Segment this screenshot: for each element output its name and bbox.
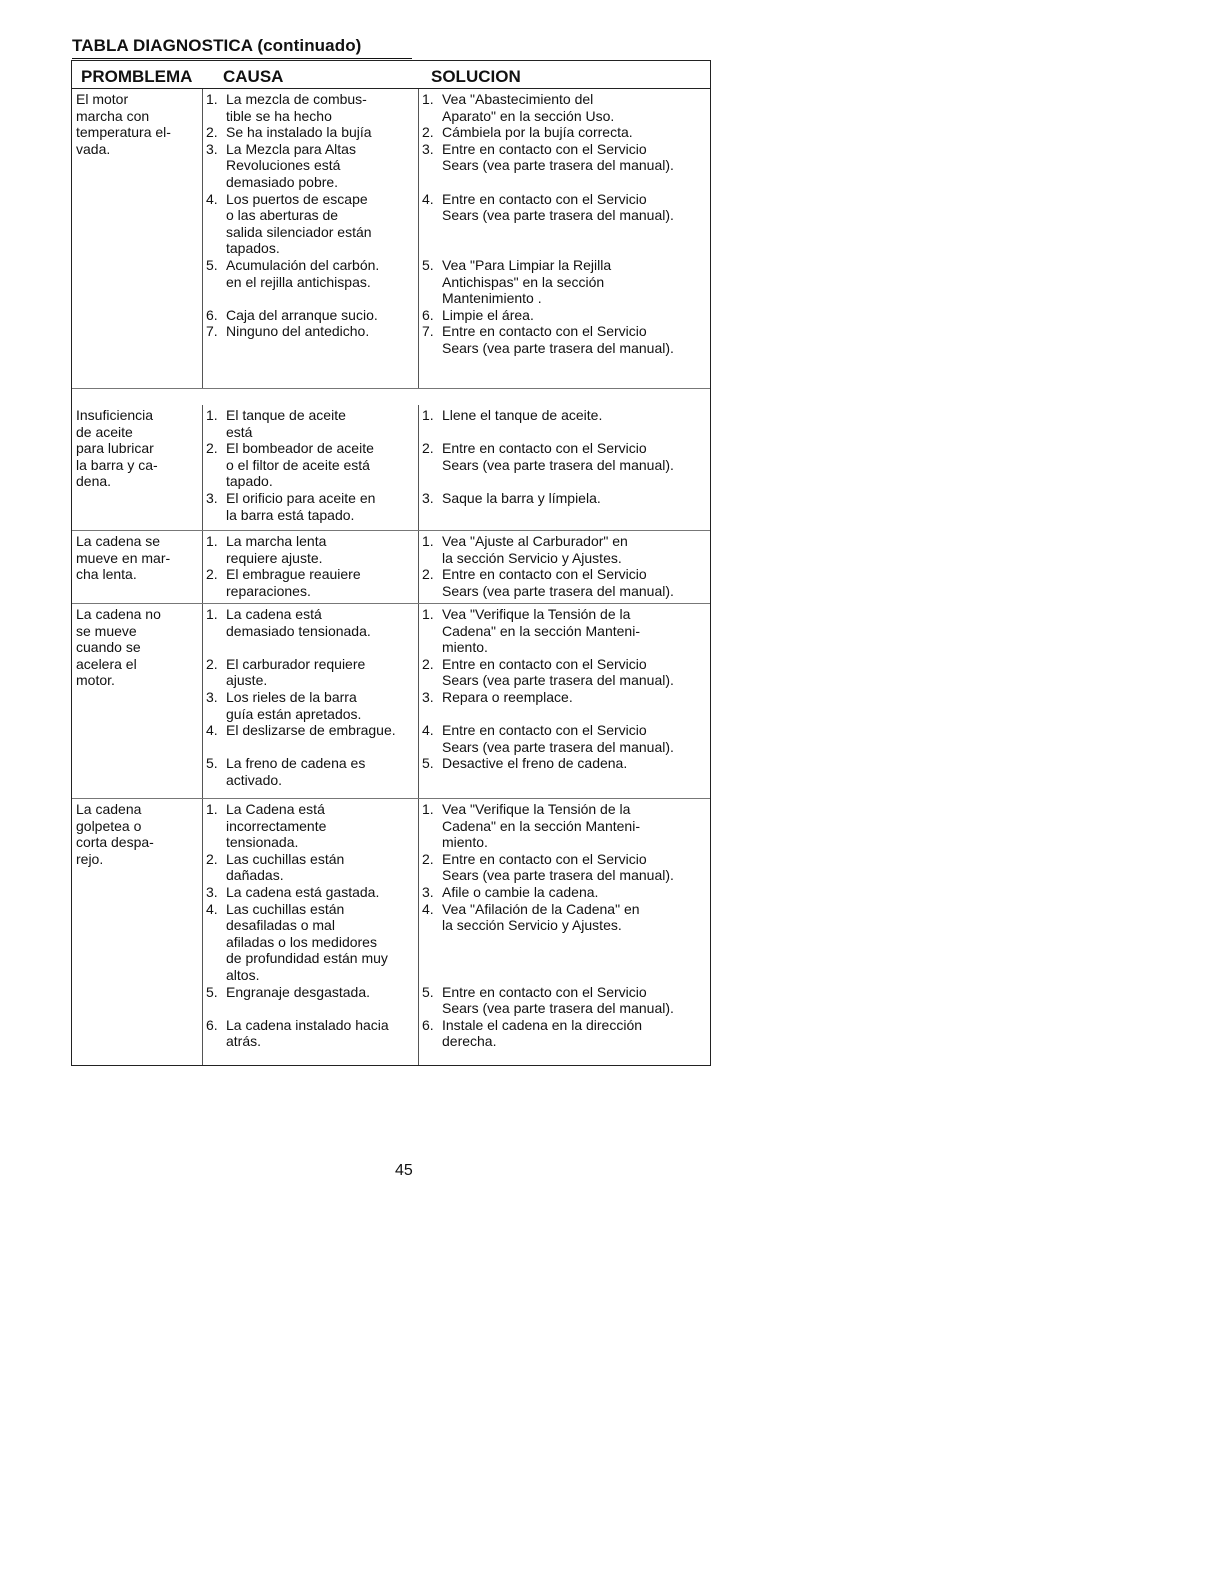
cell-line: rejo.	[76, 850, 104, 867]
item-number: 1.	[422, 533, 434, 549]
cell-line	[422, 984, 710, 1001]
cell-line: Insuficiencia	[76, 407, 154, 423]
cell-line	[422, 867, 710, 884]
item-text: Llene el tanque de aceite.	[442, 407, 603, 423]
cell-line	[422, 1033, 710, 1050]
cell-line	[422, 851, 710, 868]
item-number: 1.	[422, 606, 434, 622]
item-text: o el filtor de aceite está	[226, 456, 370, 473]
cell-line	[206, 934, 418, 951]
cell-line: La cadena se	[76, 533, 161, 549]
causa-cell	[203, 89, 419, 388]
cell-line: dena.	[76, 473, 112, 490]
item-text: Sears (vea parte trasera del manual).	[442, 1000, 674, 1017]
cell-line	[422, 706, 710, 723]
item-text: tensionada.	[226, 834, 299, 851]
solucion-cell	[419, 799, 710, 1065]
item-text: El orificio para aceite en	[226, 489, 376, 506]
item-text: Ninguno del antedicho.	[226, 323, 370, 340]
cell-line	[422, 141, 710, 158]
cell-line	[206, 224, 418, 241]
item-number: 2.	[422, 440, 434, 457]
title-underline	[72, 58, 412, 59]
item-number: 3.	[422, 140, 434, 157]
item-text: El bombeador de aceite	[226, 440, 374, 457]
cell-line: motor.	[76, 672, 115, 689]
item-text: Sears (vea parte trasera del manual).	[442, 456, 674, 473]
item-text: Vea "Verifique la Tensión de la	[442, 606, 631, 622]
cell-line	[422, 290, 710, 307]
item-text: Sears (vea parte trasera del manual).	[442, 672, 674, 689]
cell-line: vada.	[76, 140, 111, 157]
cell-line	[206, 739, 418, 756]
cell-line	[206, 967, 418, 984]
item-text: Afile o cambie la cadena.	[442, 883, 599, 900]
causa-cell	[203, 405, 419, 530]
item-number: 2.	[422, 850, 434, 867]
item-number: 5.	[206, 983, 218, 1000]
item-text: Limpie el área.	[442, 306, 534, 323]
item-text: Aparato" en la sección Uso.	[442, 107, 615, 124]
item-text: incorrectamente	[226, 817, 327, 834]
item-number: 5.	[422, 256, 434, 273]
cell-line	[206, 566, 418, 583]
item-number: 3.	[422, 883, 434, 900]
cell-line	[206, 1017, 418, 1034]
item-text: atrás.	[226, 1033, 262, 1050]
cell-line	[206, 274, 418, 291]
item-text: Entre en contacto con el Servicio	[442, 566, 647, 583]
cell-line	[206, 424, 418, 441]
solucion-cell	[419, 405, 710, 530]
diagnostic-table	[71, 60, 711, 1066]
cell-line	[422, 1000, 710, 1017]
cell-line	[206, 307, 418, 324]
cell-line	[206, 550, 418, 567]
cell-line	[206, 722, 418, 739]
item-number: 1.	[422, 91, 434, 107]
item-text: tapado.	[226, 473, 273, 490]
cell-line: temperatura el-	[76, 124, 171, 141]
item-number: 7.	[422, 323, 434, 340]
cell-line	[206, 240, 418, 257]
item-text: Entre en contacto con el Servicio	[442, 190, 647, 207]
item-number: 3.	[206, 688, 218, 705]
item-text: El embrague reauiere	[226, 566, 361, 583]
item-number: 2.	[422, 655, 434, 672]
cell-line	[206, 689, 418, 706]
cell-line	[422, 967, 710, 984]
item-number: 2.	[206, 440, 218, 457]
item-text: Las cuchillas están	[226, 900, 345, 917]
item-number: 2.	[206, 655, 218, 672]
item-text: ajuste.	[226, 672, 268, 689]
item-text: Instale el cadena en la dirección	[442, 1016, 643, 1033]
cell-line	[422, 566, 710, 583]
item-text: Revoluciones está	[226, 157, 341, 174]
header-problema: PROMBLEMA	[81, 67, 193, 86]
item-text: Vea "Ajuste al Carburador" en	[442, 533, 628, 549]
item-text: miento.	[442, 639, 488, 656]
item-text: Vea "Afilación de la Cadena" en	[442, 900, 640, 917]
table-body	[72, 89, 710, 1065]
table-row	[72, 799, 710, 1065]
item-text: Engranaje desgastada.	[226, 983, 370, 1000]
page-title: TABLA DIAGNOSTICA (continuado)	[72, 36, 362, 55]
cell-line	[206, 174, 418, 191]
item-number: 5.	[206, 256, 218, 273]
item-text: El deslizarse de embrague.	[226, 722, 396, 739]
item-text: Entre en contacto con el Servicio	[442, 140, 647, 157]
cell-line	[206, 623, 418, 640]
cell-line	[206, 191, 418, 208]
page-number: 45	[395, 1162, 413, 1179]
item-text: salida silenciador están	[226, 223, 372, 240]
cell-line	[422, 689, 710, 706]
cell-line	[206, 473, 418, 490]
problema-cell	[72, 405, 203, 530]
cell-line	[422, 755, 710, 772]
item-number: 1.	[422, 801, 434, 817]
item-text: afiladas o los medidores	[226, 933, 377, 950]
cell-line	[206, 1000, 418, 1017]
item-text: reparaciones.	[226, 582, 311, 599]
item-text: La Mezcla para Altas	[226, 140, 356, 157]
cell-line	[422, 901, 710, 918]
cell-line	[206, 141, 418, 158]
item-number: 1.	[206, 606, 218, 622]
item-text: El tanque de aceite	[226, 407, 346, 423]
item-text: La cadena está gastada.	[226, 883, 380, 900]
problema-cell	[72, 799, 203, 1065]
cell-line	[206, 818, 418, 835]
solucion-cell	[419, 604, 710, 798]
item-number: 3.	[422, 489, 434, 506]
cell-line	[422, 934, 710, 951]
item-number: 4.	[206, 900, 218, 917]
table-row	[72, 531, 710, 604]
item-text: Cadena" en la sección Manteni-	[442, 817, 640, 834]
cell-line	[206, 656, 418, 673]
item-text: Vea "Abastecimiento del	[442, 91, 594, 107]
solucion-cell	[419, 89, 710, 388]
cell-line	[422, 240, 710, 257]
item-text: Los rieles de la barra	[226, 688, 357, 705]
item-text: la sección Servicio y Ajustes.	[442, 917, 622, 934]
cell-line	[206, 606, 418, 623]
problema-cell	[72, 89, 203, 388]
item-number: 2.	[206, 850, 218, 867]
item-text: Vea "Verifique la Tensión de la	[442, 801, 631, 817]
cell-line	[422, 801, 710, 818]
cell-line	[206, 1033, 418, 1050]
item-text: Sears (vea parte trasera del manual).	[442, 582, 674, 599]
cell-line	[422, 950, 710, 967]
cell-line: corta despa-	[76, 834, 154, 851]
item-text: demasiado tensionada.	[226, 622, 371, 639]
item-number: 4.	[206, 190, 218, 207]
item-text: en el rejilla antichispas.	[226, 273, 371, 290]
cell-line	[206, 91, 418, 108]
item-text: altos.	[226, 966, 260, 983]
cell-line	[422, 424, 710, 441]
item-text: Sears (vea parte trasera del manual).	[442, 867, 674, 884]
cell-line	[206, 507, 418, 524]
item-number: 5.	[422, 983, 434, 1000]
cell-line: cuando se	[76, 639, 141, 656]
cell-line	[206, 490, 418, 507]
cell-line	[206, 440, 418, 457]
item-number: 1.	[206, 801, 218, 817]
cell-line	[206, 984, 418, 1001]
table-row	[72, 89, 710, 389]
item-number: 4.	[422, 722, 434, 739]
header-solucion: SOLUCION	[431, 67, 521, 86]
cell-line	[206, 207, 418, 224]
item-text: La cadena instalado hacia	[226, 1016, 389, 1033]
causa-cell	[203, 531, 419, 603]
cell-line	[422, 157, 710, 174]
item-number: 4.	[422, 190, 434, 207]
item-text: La marcha lenta	[226, 533, 327, 549]
cell-line	[206, 323, 418, 340]
item-number: 1.	[206, 533, 218, 549]
cell-line: mueve en mar-	[76, 549, 171, 566]
cell-line: golpetea o	[76, 817, 142, 834]
item-text: Antichispas" en la sección	[442, 273, 605, 290]
cell-line	[422, 917, 710, 934]
item-text: Saque la barra y límpiela.	[442, 489, 601, 506]
item-text: la sección Servicio y Ajustes.	[442, 549, 622, 566]
cell-line	[422, 672, 710, 689]
cell-line	[422, 340, 710, 357]
item-number: 6.	[206, 1016, 218, 1033]
cell-line	[206, 834, 418, 851]
item-number: 2.	[206, 124, 218, 141]
item-text: activado.	[226, 771, 283, 788]
item-text: Las cuchillas están	[226, 850, 345, 867]
cell-line	[206, 901, 418, 918]
cell-line: acelera el	[76, 655, 137, 672]
cell-line	[422, 550, 710, 567]
item-number: 1.	[206, 407, 218, 423]
cell-line	[422, 473, 710, 490]
item-text: La mezcla de combus-	[226, 91, 367, 107]
cell-line	[422, 623, 710, 640]
cell-line	[422, 583, 710, 600]
solucion-cell	[419, 531, 710, 603]
cell-line	[422, 884, 710, 901]
item-text: Sears (vea parte trasera del manual).	[442, 207, 674, 224]
header-causa: CAUSA	[223, 67, 284, 86]
item-text: Caja del arranque sucio.	[226, 306, 378, 323]
item-text: Entre en contacto con el Servicio	[442, 722, 647, 739]
item-text: dañadas.	[226, 867, 284, 884]
cell-line	[422, 834, 710, 851]
cell-line	[422, 124, 710, 141]
item-text: derecha.	[442, 1033, 497, 1050]
cell-line	[206, 851, 418, 868]
cell-line	[422, 739, 710, 756]
item-text: tible se ha hecho	[226, 107, 332, 124]
cell-line	[422, 224, 710, 241]
cell-line: se mueve	[76, 622, 137, 639]
cell-line	[422, 1017, 710, 1034]
cell-line: El motor	[76, 91, 129, 107]
cell-line	[422, 323, 710, 340]
item-number: 6.	[422, 306, 434, 323]
item-text: La Cadena está	[226, 801, 325, 817]
cell-line	[206, 407, 418, 424]
cell-line	[422, 639, 710, 656]
item-text: Desactive el freno de cadena.	[442, 755, 628, 772]
item-number: 4.	[206, 722, 218, 739]
item-number: 2.	[422, 566, 434, 583]
cell-line: marcha con	[76, 107, 150, 124]
cell-line	[422, 91, 710, 108]
cell-line	[422, 440, 710, 457]
cell-line	[422, 274, 710, 291]
item-text: Entre en contacto con el Servicio	[442, 850, 647, 867]
item-text: de profundidad están muy	[226, 950, 388, 967]
table-row	[72, 405, 710, 531]
item-text: La cadena está	[226, 606, 322, 622]
item-text: o las aberturas de	[226, 207, 339, 224]
item-text: tapados.	[226, 240, 280, 257]
item-text: Entre en contacto con el Servicio	[442, 655, 647, 672]
cell-line	[206, 457, 418, 474]
cell-line	[206, 108, 418, 125]
problema-cell	[72, 531, 203, 603]
cell-line	[422, 722, 710, 739]
cell-line	[206, 533, 418, 550]
cell-line	[422, 307, 710, 324]
item-number: 5.	[422, 755, 434, 772]
cell-line: de aceite	[76, 423, 133, 440]
cell-line	[422, 490, 710, 507]
cell-line	[422, 656, 710, 673]
cell-line	[206, 257, 418, 274]
item-number: 7.	[206, 323, 218, 340]
item-number: 1.	[206, 91, 218, 107]
item-text: Vea "Para Limpiar la Rejilla	[442, 256, 612, 273]
item-text: la barra está tapado.	[226, 506, 355, 523]
cell-line	[206, 884, 418, 901]
cell-line	[206, 867, 418, 884]
item-text: Cadena" en la sección Manteni-	[442, 622, 640, 639]
item-text: Sears (vea parte trasera del manual).	[442, 157, 674, 174]
item-text: Sears (vea parte trasera del manual).	[442, 738, 674, 755]
item-text: Entre en contacto con el Servicio	[442, 983, 647, 1000]
cell-line	[422, 207, 710, 224]
item-text: Repara o reemplace.	[442, 688, 573, 705]
cell-line	[422, 174, 710, 191]
cell-line	[206, 801, 418, 818]
cell-line	[206, 157, 418, 174]
item-number: 3.	[206, 883, 218, 900]
cell-line	[206, 639, 418, 656]
cell-line	[422, 606, 710, 623]
item-number: 5.	[206, 755, 218, 772]
item-text: La freno de cadena es	[226, 755, 366, 772]
item-text: desafiladas o mal	[226, 917, 335, 934]
item-text: Sears (vea parte trasera del manual).	[442, 339, 674, 356]
cell-line	[206, 950, 418, 967]
item-text: Cámbiela por la bujía correcta.	[442, 124, 633, 141]
item-text: guía están apretados.	[226, 705, 362, 722]
cell-line	[206, 772, 418, 789]
item-text: El carburador requiere	[226, 655, 366, 672]
cell-line	[206, 124, 418, 141]
cell-line: La cadena	[76, 801, 142, 817]
cell-line	[206, 917, 418, 934]
item-number: 3.	[422, 688, 434, 705]
item-number: 6.	[206, 306, 218, 323]
item-number: 3.	[206, 489, 218, 506]
item-text: Entre en contacto con el Servicio	[442, 323, 647, 340]
item-text: demasiado pobre.	[226, 173, 339, 190]
problema-cell	[72, 604, 203, 798]
causa-cell	[203, 604, 419, 798]
item-text: Los puertos de escape	[226, 190, 368, 207]
cell-line	[422, 257, 710, 274]
cell-line	[422, 108, 710, 125]
item-number: 2.	[422, 124, 434, 141]
item-number: 4.	[422, 900, 434, 917]
causa-cell	[203, 799, 419, 1065]
cell-line: la barra y ca-	[76, 456, 158, 473]
item-text: Acumulación del carbón.	[226, 256, 380, 273]
cell-line	[206, 755, 418, 772]
cell-line: para lubricar	[76, 440, 154, 457]
item-text: Mantenimiento .	[442, 290, 542, 307]
cell-line	[422, 457, 710, 474]
item-text: Entre en contacto con el Servicio	[442, 440, 647, 457]
table-row	[72, 604, 710, 799]
cell-line: cha lenta.	[76, 566, 137, 583]
cell-line	[422, 191, 710, 208]
cell-line	[422, 818, 710, 835]
item-text: está	[226, 423, 253, 440]
item-number: 3.	[206, 140, 218, 157]
item-number: 2.	[206, 566, 218, 583]
item-text: requiere ajuste.	[226, 549, 323, 566]
cell-line: La cadena no	[76, 606, 161, 622]
cell-line	[422, 533, 710, 550]
item-text: Se ha instalado la bujía	[226, 124, 372, 141]
cell-line	[206, 706, 418, 723]
item-text: miento.	[442, 834, 488, 851]
table-header	[72, 61, 710, 89]
item-number: 1.	[422, 407, 434, 423]
cell-line	[206, 583, 418, 600]
cell-line	[206, 290, 418, 307]
item-number: 6.	[422, 1016, 434, 1033]
cell-line	[206, 672, 418, 689]
cell-line	[422, 407, 710, 424]
